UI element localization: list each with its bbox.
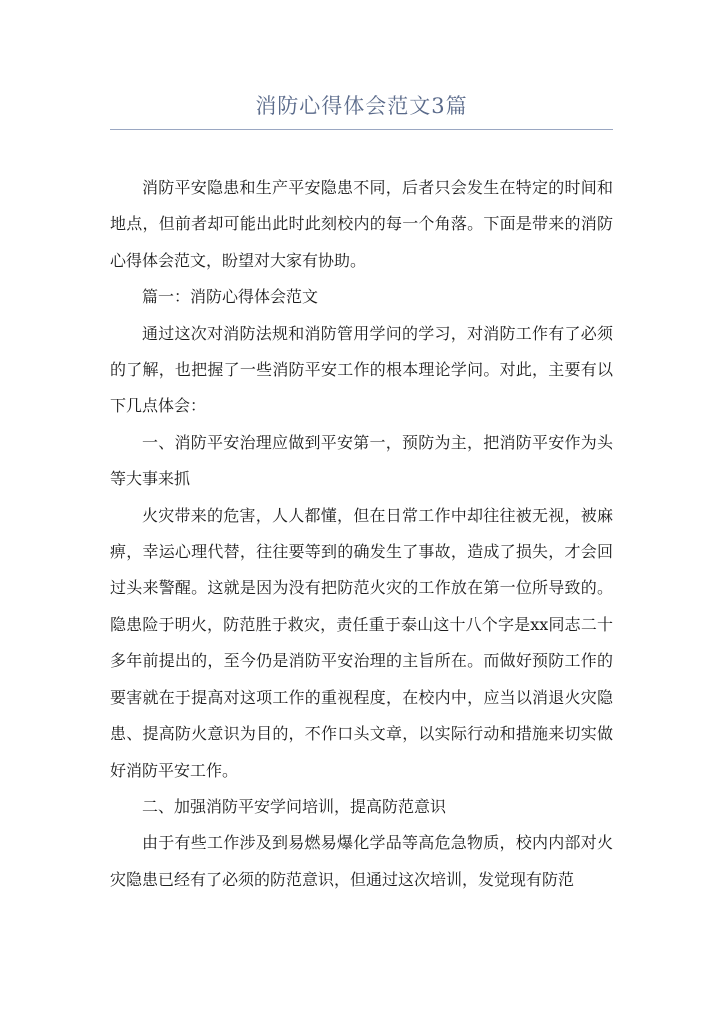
paragraph-point-1-body: 火灾带来的危害，人人都懂，但在日常工作中却往往被无视，被麻痹，幸运心理代替，往往要等到的确发生了事故，造成了损失，才会回过头来警醒。这就是因为没有把防范火灾的工作放在第一位所导致的。隐患险于明火，防范胜于救灾，责任重于泰山这十八个字是xx同志二十多年前提出的，至今仍是消防平安治理的主旨所在。而做好预防工作的要害就在于提高对这项工作的重视程度，在校内中，应当以消退火灾隐患、提高防火意识为目的，不作口头文章，以实际行动和措施来切实做好消防平安工作。 [110,505,613,780]
document-title: 消防心得体会范文3篇 [255,94,468,118]
paragraph-point-2-body: 由于有些工作涉及到易燃易爆化学品等高危急物质，校内内部对火灾隐患已经有了必须的防范意识，但通过这次培训，发觉现有防范 [110,833,613,889]
paragraph-point-1-heading: 一、消防平安治理应做到平安第一，预防为主，把消防平安作为头等大事来抓 [110,432,613,489]
title-divider [110,129,613,130]
paragraph-study-summary: 通过这次对消防法规和消防管用学问的学习，对消防工作有了必须的了解，也把握了一些消防平安工作的根本理论学问。对此，主要有以下几点体会： [110,323,613,416]
document-body [110,170,613,898]
paragraph-section-heading-1: 篇一：消防心得体会范文 [142,287,319,307]
paragraph-intro: 消防平安隐患和生产平安隐患不同，后者只会发生在特定的时间和地点，但前者却可能出此时此刻校内的每一个角落。下面是带来的消防心得体会范文，盼望对大家有协助。 [110,178,613,270]
paragraph-point-2-heading: 二、加强消防平安学问培训，提高防范意识 [142,796,447,816]
